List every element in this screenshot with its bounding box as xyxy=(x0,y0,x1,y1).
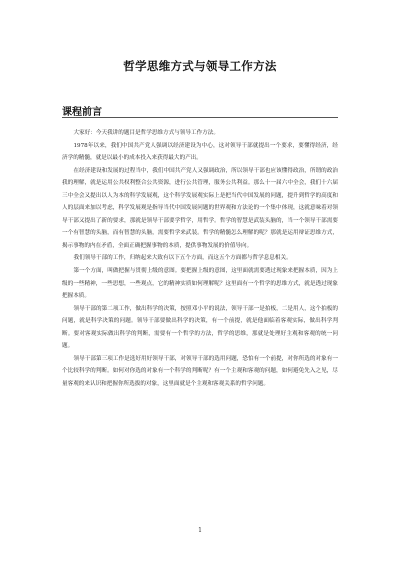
paragraph: 在经济建设和发展的过程当中，我们中国共产党人又强调政治，所以领导干部也应该懂得政治，所谓的政治我的理解，就是运用公共权利整合公共资源，进行公共管理，服务公共利益。那么十一届六中全会，我们十六届三中全会又提出以人为本的科学发展观，这个科学发展观实际上是把当代中国发展的问题，提升到哲学的高度和人的层面来加以考虑，科学发展观是指导当代中国发展问题的世界观和方法论的一个集中体现，这就意味着对领导干部又提出了新的要求，那就是领导干部要学哲学，用哲学。哲学的智慧是武装头脑的，当一个领导干部需要一个有智慧的头脑，而有智慧的头脑，需要哲学来武装。哲学的精髓怎么理解的呢？那就是运用辩证思维方式，揭示事物的内在矛盾，全面正确把握事物的本质，提供事物发展的价值导向。 xyxy=(62,167,338,249)
section-heading: 课程前言 xyxy=(62,107,102,118)
section-divider xyxy=(62,117,338,118)
document-body xyxy=(62,127,338,390)
paragraph: 1978年以来，我们中国共产党人强调以经济建设为中心，这对领导干部就提出一个要求，要懂得经济，经济学的精髓，就是以最小的成本投入来获得最大的产出。 xyxy=(62,142,338,162)
paragraph: 大家好：今天我讲的题目是哲学思维方式与领导工作方法。 xyxy=(73,130,219,136)
paragraph: 我们领导干部的工作，归纳起来大致有以下五个方面，而这五个方面都与哲学息息相关。 xyxy=(73,255,292,262)
paragraph: 领导干部的第二项工作，做出科学的决策，按照邓小平的说法，领导干部一是拍板，二是用人，这个拍板的问题，就是科学决策的问题。领导干部要做出科学的决策，有一个前提，就是他面临着客观实际，做出科学判断。要对客观实际做出科学的判断，需要有一个哲学的方法，哲学的思维，那就是处理好主观和客观的统一问题。 xyxy=(62,305,338,350)
paragraph: 领导干部第三项工作是选好用好领导干部，对领导干部的选用问题，恐怕有一个前提，对你所选的对象有一个比较科学的判断。如何对你选的对象有一个科学的判断呢？有一个主观和客观的问题，如何避免先入之见，尽量客观的来认识和把握你所选拔的对象，这里面就是个主观和客观关系的哲学问题。 xyxy=(62,355,338,387)
document-title: 哲学思维方式与领导工作方法 xyxy=(123,59,277,73)
paragraph: 第一个方面，叫做把握与贯彻上级的意图。要把握上级的意图，这里面就需要透过现象来把握本质，因为上级的一些精神，一些思想，一些观点，它的精神实质如何理解呢？这里面有一个哲学的思维方式，就是透过现象把握本质。 xyxy=(62,268,338,300)
page-number: 1 xyxy=(198,527,202,534)
